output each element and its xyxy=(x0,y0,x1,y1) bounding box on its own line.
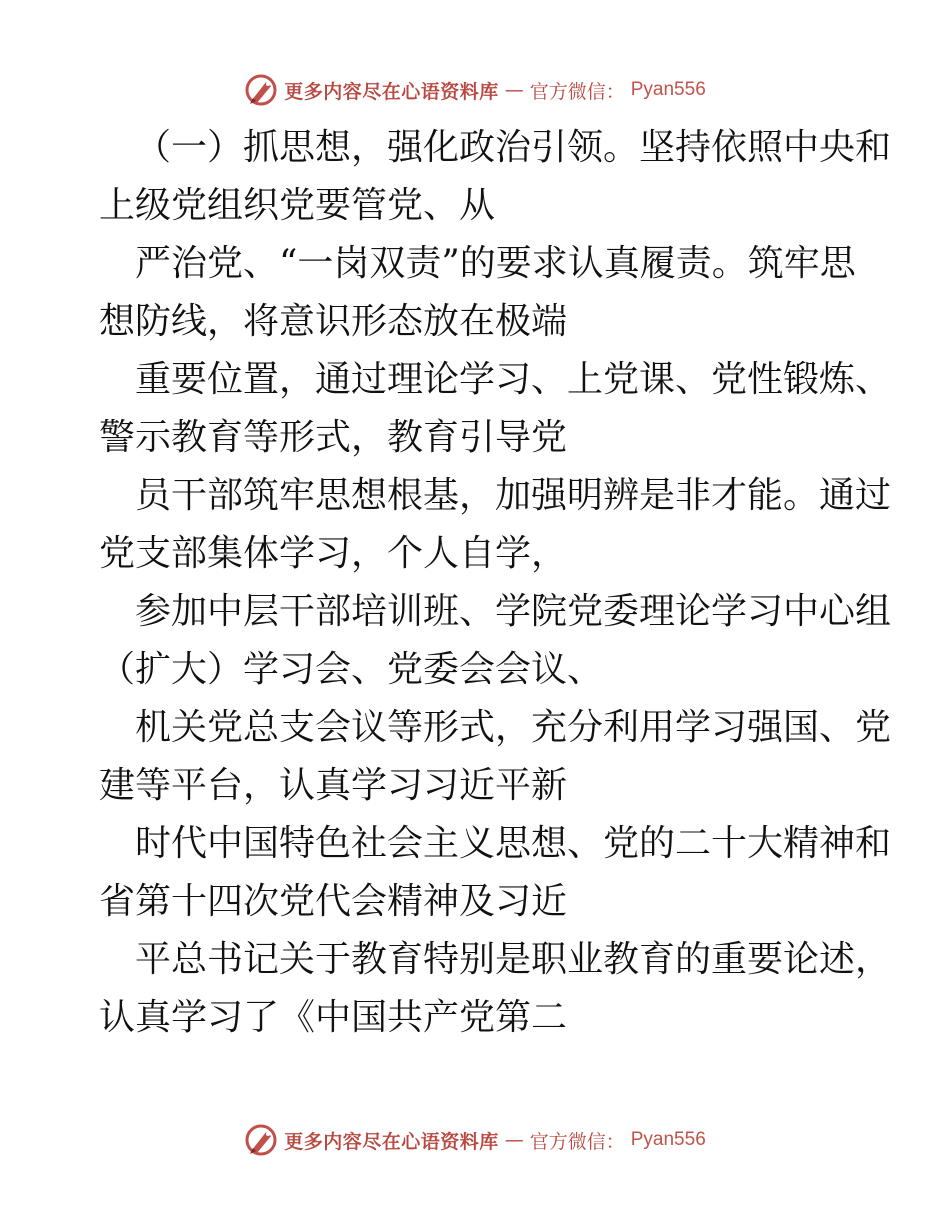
banner-dash: — xyxy=(504,79,524,101)
banner-wechat-account: Pyan556 xyxy=(630,1129,706,1150)
body-line: 党支部集体学习，个人自学， xyxy=(99,533,568,574)
body-line: 警示教育等形式，教育引导党 xyxy=(99,417,568,458)
body-line: 机关党总支会议等形式，充分利用学习强国、党 xyxy=(135,707,892,748)
footer-banner xyxy=(0,1120,950,1160)
banner-wechat-label: 官方微信： xyxy=(529,1130,625,1153)
body-line: 严治党、“一岗双责”的要求认真履责。筑牢思 xyxy=(135,243,856,284)
body-line: 时代中国特色社会主义思想、党的二十大精神和 xyxy=(135,823,892,864)
body-line: 想防线，将意识形态放在极端 xyxy=(99,301,568,342)
body-line: 重要位置，通过理论学习、上党课、党性锻炼、 xyxy=(135,359,892,400)
header-banner xyxy=(0,70,950,110)
body-line: 上级党组织党要管党、从 xyxy=(99,185,496,226)
banner-brand-text: 更多内容尽在心语资料库 xyxy=(284,1130,499,1153)
body-line: 省第十四次党代会精神及习近 xyxy=(99,881,568,922)
body-line: （扩大）学习会、党委会会议、 xyxy=(99,649,604,690)
pen-circle-logo-icon xyxy=(244,1123,278,1157)
body-line: 员干部筑牢思想根基，加强明辨是非才能。通过 xyxy=(135,475,892,516)
body-line: （一）抓思想，强化政治引领。坚持依照中央和 xyxy=(135,127,892,168)
banner-wechat-label: 官方微信： xyxy=(529,80,625,103)
banner-wechat-account: Pyan556 xyxy=(630,79,706,100)
body-line: 认真学习了《中国共产党第二 xyxy=(99,997,568,1038)
body-line: 参加中层干部培训班、学院党委理论学习中心组 xyxy=(135,591,892,632)
banner-dash: — xyxy=(504,1129,524,1151)
body-line: 平总书记关于教育特别是职业教育的重要论述， xyxy=(135,939,892,980)
banner-brand-text: 更多内容尽在心语资料库 xyxy=(284,80,499,103)
pen-circle-logo-icon xyxy=(244,73,278,107)
body-line: 建等平台，认真学习习近平新 xyxy=(99,765,568,806)
